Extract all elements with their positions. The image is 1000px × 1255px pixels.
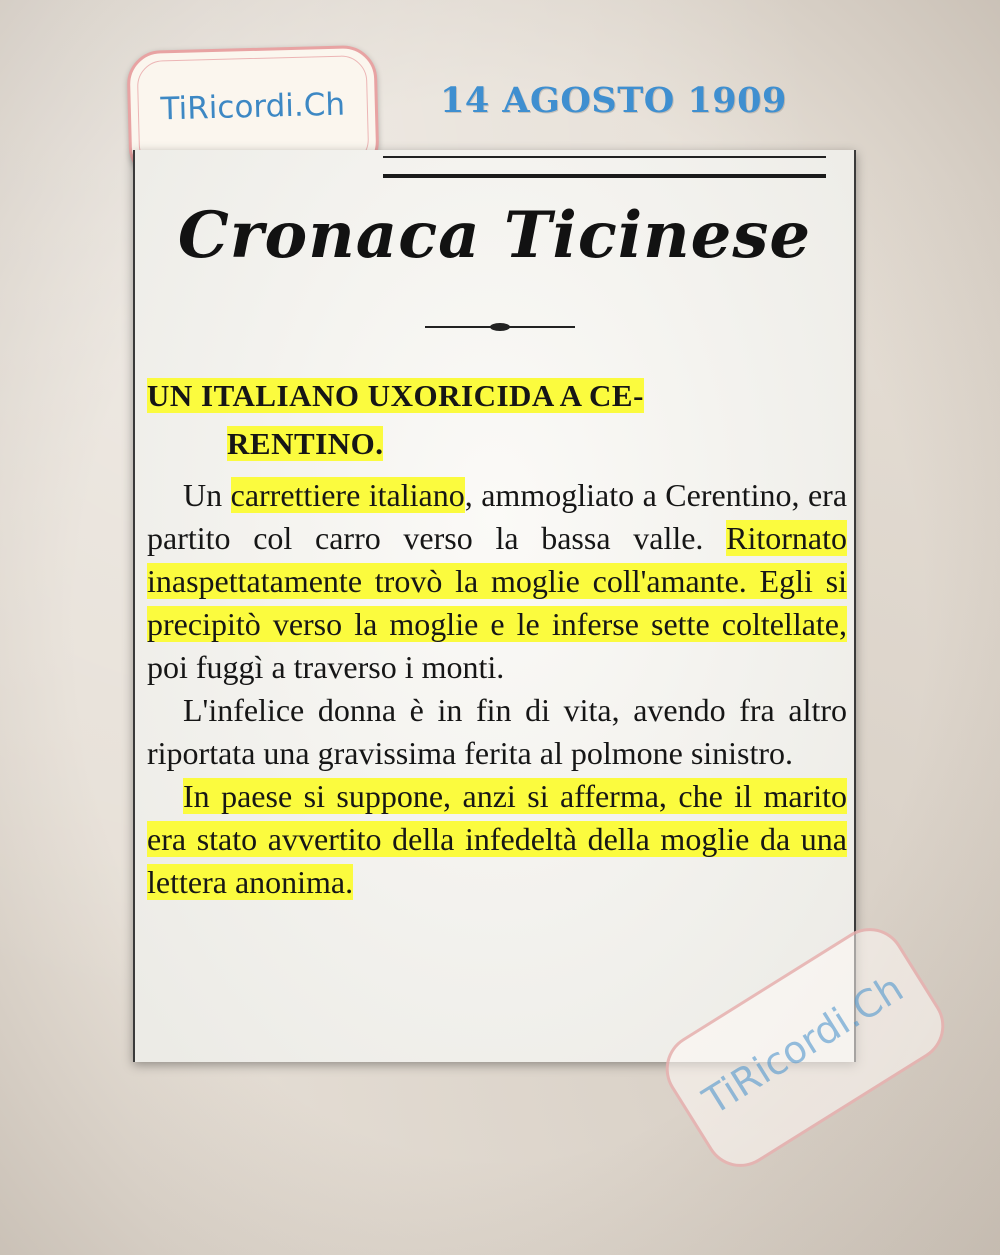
p1-text-c: , ammogliato a Cerentino, era partito col carro verso la bassa valle. (147, 477, 848, 556)
headline-line-1: UN ITALIANO UXORICIDA A CE- (147, 378, 644, 413)
headline-line-2: RENTINO. (227, 426, 384, 461)
section-masthead: Cronaca Ticinese (177, 198, 812, 273)
p1-text-a: Un (183, 477, 231, 513)
ornament-divider (425, 326, 575, 328)
paragraph-1 (147, 474, 847, 689)
logo-text: TiRicordi.Ch (160, 86, 346, 128)
p1-text-e: poi fuggì a traverso i monti. (147, 649, 505, 685)
article-body (147, 474, 847, 904)
paragraph-3 (147, 775, 847, 904)
top-rule-thick (383, 174, 826, 178)
p1-highlight-b: carrettiere italiano (230, 477, 465, 513)
article-headline (147, 372, 847, 468)
publication-date: 14 AGOSTO 1909 (440, 80, 787, 121)
watermark-text: TiRicordi.Ch (695, 965, 911, 1124)
newspaper-clipping (133, 150, 856, 1062)
paragraph-2: L'infelice donna è in fin di vita, avendo fra altro riportata una gravissima ferita al polmone sinistro. (147, 692, 847, 771)
p3-highlight: In paese si suppone, anzi si afferma, che il marito era stato avvertito della infedeltà della moglie da una lettera anonima. (147, 778, 847, 900)
p1-highlight-d: Ritornato inaspettatamente trovò la moglie coll'amante. Egli si precipitò verso la moglie e le inferse sette coltellate, (147, 520, 847, 642)
top-rule (383, 156, 826, 158)
